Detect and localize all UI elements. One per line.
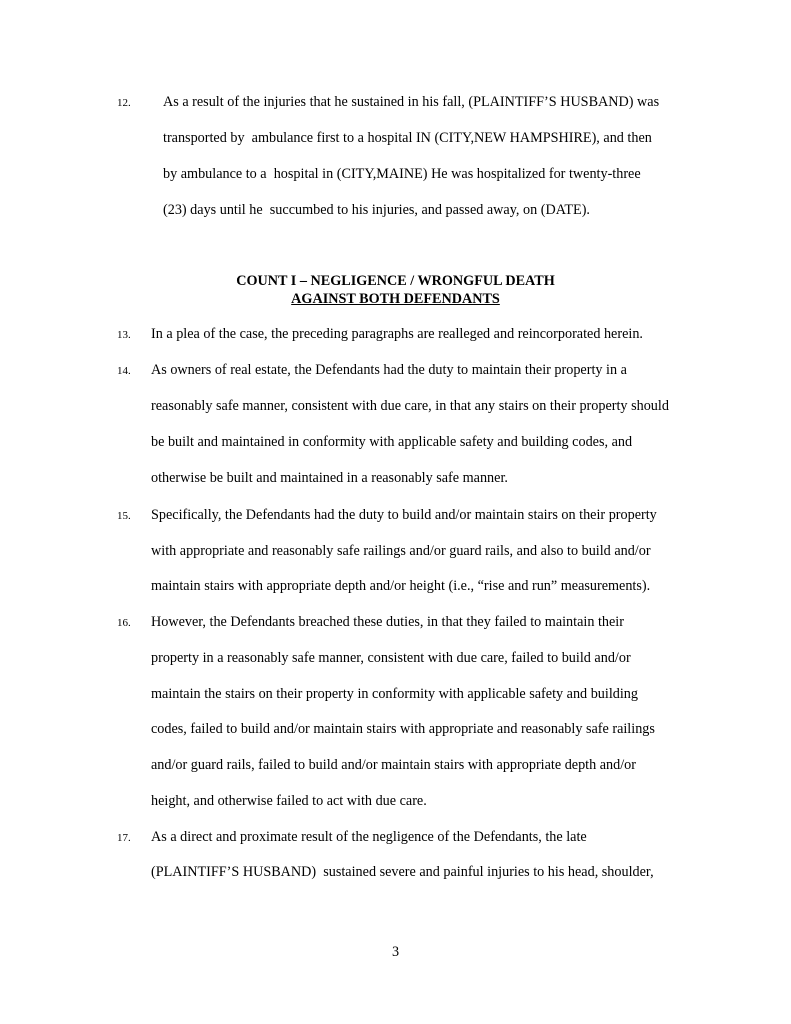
paragraph-number: 13. bbox=[117, 329, 131, 341]
count-heading-subtitle: AGAINST BOTH DEFENDANTS bbox=[291, 291, 500, 307]
paragraph-number: 14. bbox=[117, 365, 131, 377]
paragraph-line: As owners of real estate, the Defendants had the duty to maintain their property in a bbox=[151, 362, 627, 378]
paragraph-number: 16. bbox=[117, 617, 131, 629]
paragraph-number: 15. bbox=[117, 510, 131, 522]
paragraph-line: transported by ambulance first to a hospital IN (CITY,NEW HAMPSHIRE), and then bbox=[163, 130, 652, 146]
paragraph-line: As a direct and proximate result of the negligence of the Defendants, the late bbox=[151, 829, 587, 845]
paragraph-number: 17. bbox=[117, 832, 131, 844]
paragraph-line: property in a reasonably safe manner, consistent with due care, failed to build and/or bbox=[151, 650, 631, 666]
paragraph-line: by ambulance to a hospital in (CITY,MAINE) He was hospitalized for twenty-three bbox=[163, 166, 641, 182]
count-heading-title: COUNT I – NEGLIGENCE / WRONGFUL DEATH bbox=[236, 273, 555, 289]
paragraph-line: In a plea of the case, the preceding paragraphs are realleged and reincorporated herein. bbox=[151, 326, 643, 342]
paragraph-number: 12. bbox=[117, 97, 131, 109]
paragraph-line: otherwise be built and maintained in a reasonably safe manner. bbox=[151, 470, 508, 486]
paragraph-line: As a result of the injuries that he sustained in his fall, (PLAINTIFF’S HUSBAND) was bbox=[163, 94, 660, 110]
paragraph-line: height, and otherwise failed to act with due care. bbox=[151, 793, 427, 809]
paragraph-line: maintain stairs with appropriate depth and/or height (i.e., “rise and run” measurements). bbox=[151, 578, 651, 594]
paragraph-line: codes, failed to build and/or maintain stairs with appropriate and reasonably safe railings bbox=[151, 721, 655, 737]
paragraph-line: with appropriate and reasonably safe railings and/or guard rails, and also to build and/or bbox=[151, 543, 651, 559]
paragraph-line: (PLAINTIFF’S HUSBAND) sustained severe and painful injuries to his head, shoulder, bbox=[151, 864, 654, 880]
paragraph-line: (23) days until he succumbed to his injuries, and passed away, on (DATE). bbox=[163, 202, 590, 218]
paragraph-line: reasonably safe manner, consistent with due care, in that any stairs on their property should bbox=[151, 398, 669, 414]
paragraph-line: Specifically, the Defendants had the duty to build and/or maintain stairs on their property bbox=[151, 507, 657, 523]
paragraph-line: and/or guard rails, failed to build and/or maintain stairs with appropriate depth and/or bbox=[151, 757, 637, 773]
paragraph-line: maintain the stairs on their property in conformity with applicable safety and building bbox=[151, 686, 638, 702]
paragraph-line: be built and maintained in conformity with applicable safety and building codes, and bbox=[151, 434, 633, 450]
page-number: 3 bbox=[391, 944, 400, 960]
paragraph-line: However, the Defendants breached these duties, in that they failed to maintain their bbox=[151, 614, 624, 630]
